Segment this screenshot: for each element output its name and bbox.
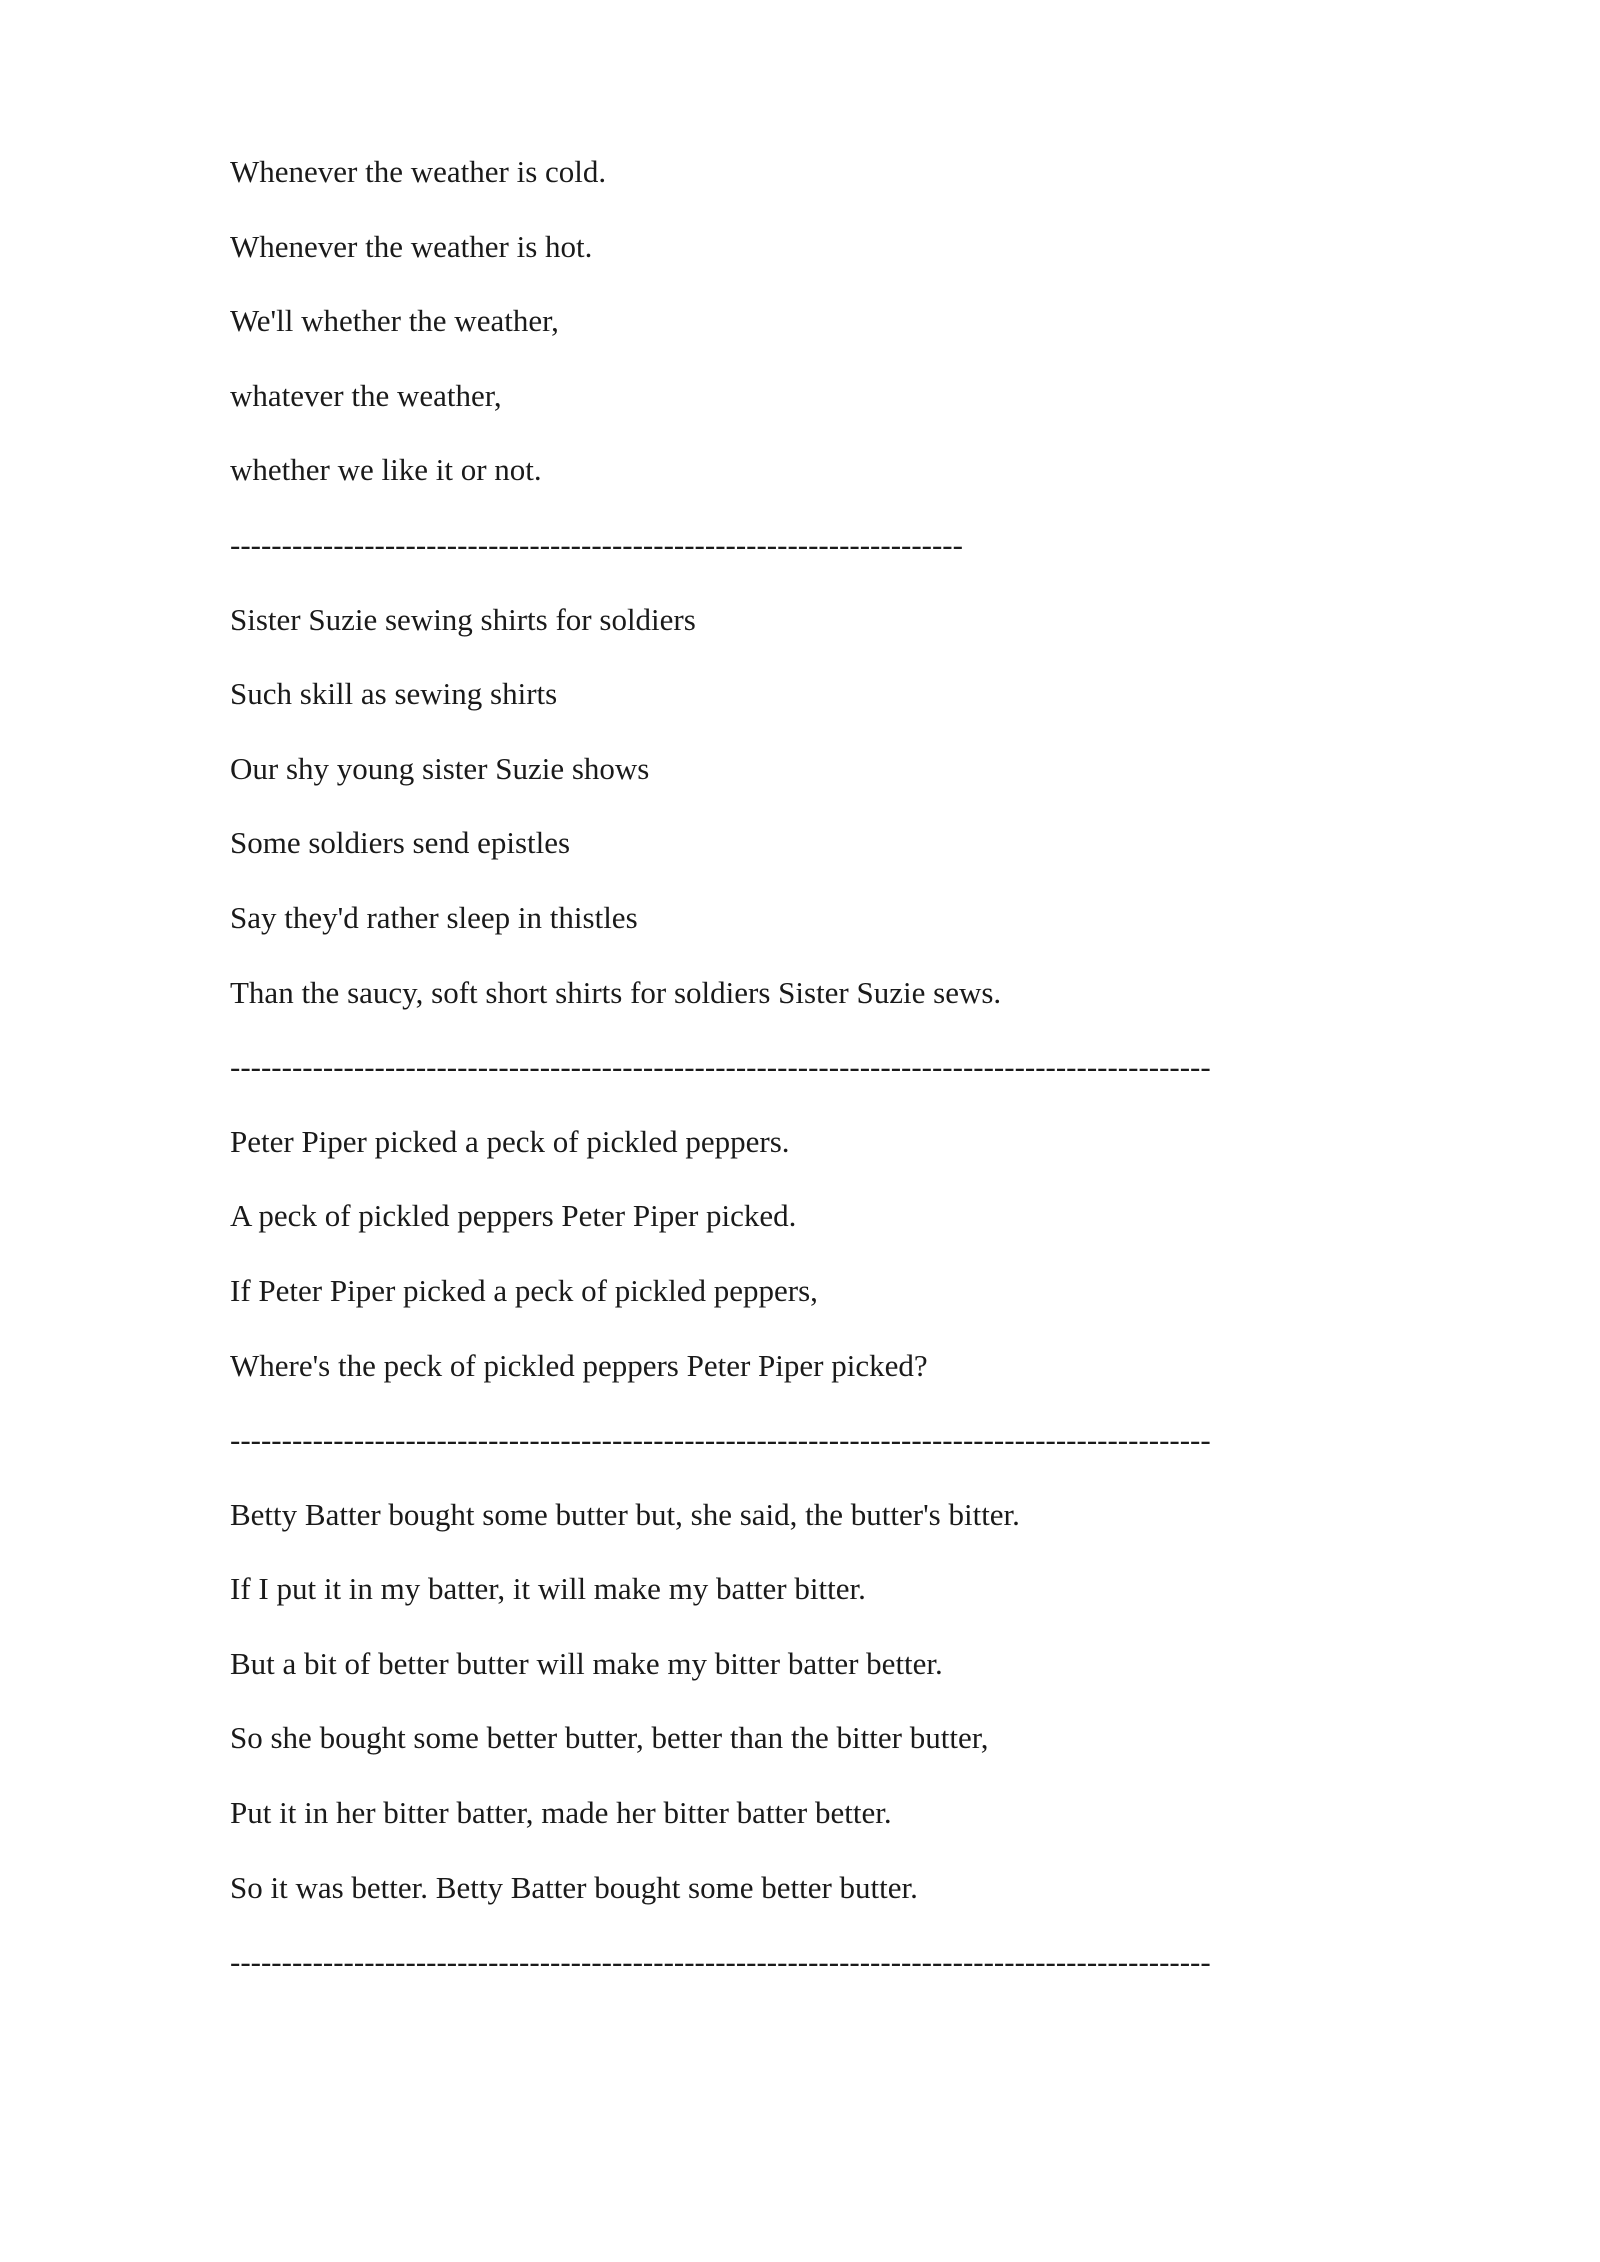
text-line: If Peter Piper picked a peck of pickled peppers, <box>230 1272 818 1308</box>
document-body <box>230 150 1380 2015</box>
text-line: Whenever the weather is cold. <box>230 154 607 189</box>
text-line: Our shy young sister Suzie shows <box>230 750 650 786</box>
text-line: So she bought some better butter, better than the bitter butter, <box>230 1720 989 1756</box>
separator-line: ----------------------------------------------------------------------- <box>230 526 963 562</box>
text-line: But a bit of better butter will make my bitter batter better. <box>230 1645 943 1681</box>
text-line: A peck of pickled peppers Peter Piper picked. <box>230 1198 797 1234</box>
text-line: Where's the peck of pickled peppers Peter Piper picked? <box>230 1347 928 1383</box>
text-line: Peter Piper picked a peck of pickled peppers. <box>230 1123 790 1159</box>
text-line: Whenever the weather is hot. <box>230 228 593 264</box>
text-line: Than the saucy, soft short shirts for soldiers Sister Suzie sews. <box>230 974 1002 1010</box>
text-line: whatever the weather, <box>230 377 502 413</box>
text-line: Say they'd rather sleep in thistles <box>230 899 638 935</box>
text-line: If I put it in my batter, it will make my batter bitter. <box>230 1571 866 1607</box>
text-line: Put it in her bitter batter, made her bitter batter better. <box>230 1795 892 1831</box>
separator-line: ----------------------------------------------------------------------------------------------- <box>230 1944 1211 1980</box>
text-line: whether we like it or not. <box>230 452 542 488</box>
separator-line: ----------------------------------------------------------------------------------------------- <box>230 1422 1211 1458</box>
text-line: Sister Suzie sewing shirts for soldiers <box>230 601 696 637</box>
text-line: So it was better. Betty Batter bought some better butter. <box>230 1869 918 1905</box>
text-line: Such skill as sewing shirts <box>230 676 558 712</box>
text-line: Some soldiers send epistles <box>230 825 571 861</box>
separator-line: ----------------------------------------------------------------------------------------------- <box>230 1049 1211 1085</box>
text-line: Betty Batter bought some butter but, she said, the butter's bitter. <box>230 1496 1020 1532</box>
text-line: We'll whether the weather, <box>230 303 559 339</box>
